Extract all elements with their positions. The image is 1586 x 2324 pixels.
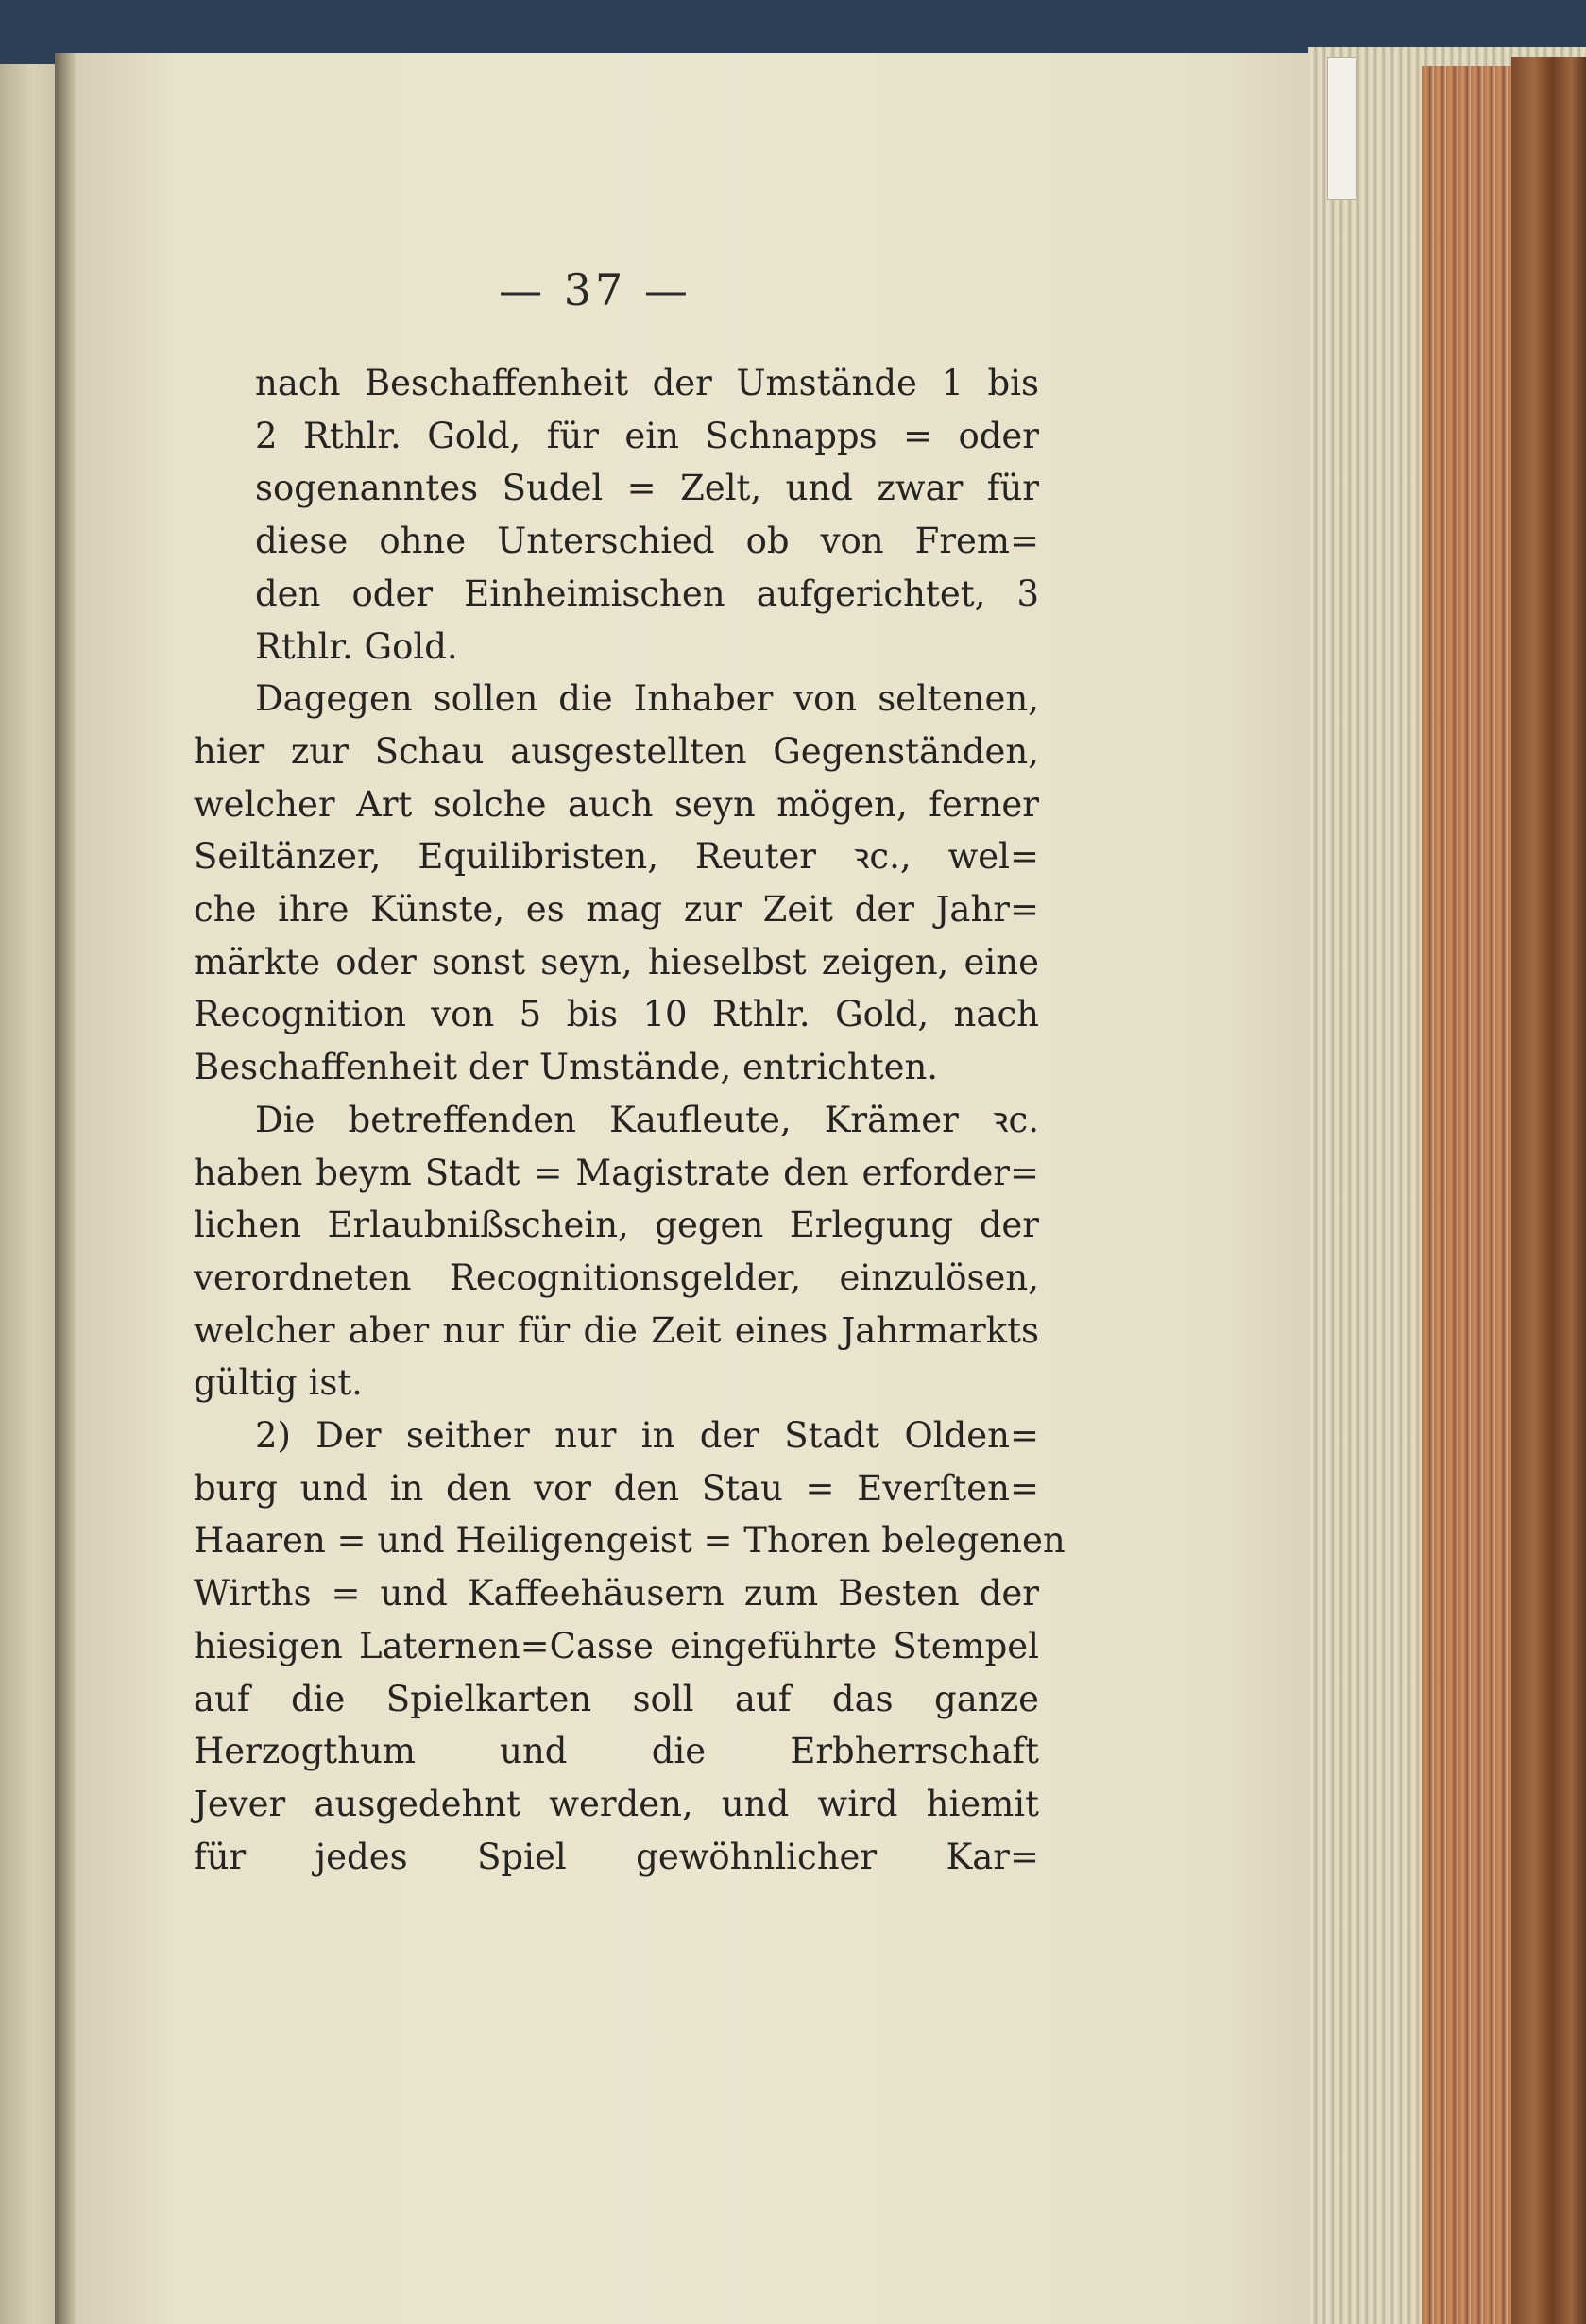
text-line: diese ohne Unterschied ob von Frem= <box>255 521 1039 562</box>
text-line: Jever ausgedehnt werden, und wird hiemit <box>194 1783 1039 1824</box>
text-line: auf die Spielkarten soll auf das ganze <box>194 1678 1039 1719</box>
paper-tab <box>1327 57 1357 200</box>
text-line: hiesigen Laternen=Casse eingeführte Stempel <box>194 1625 1039 1666</box>
text-line: 2) Der seither nur in der Stadt Olden= <box>255 1415 1039 1457</box>
text-line: für jedes Spiel gewöhnlicher Kar= <box>194 1836 1039 1877</box>
text-line: haben beym Stadt = Magistrate den erforder= <box>194 1152 1039 1193</box>
book-cover-edge <box>1511 57 1586 2324</box>
text-line: welcher Art solche auch seyn mögen, ferner <box>194 783 1039 825</box>
text-line: Dagegen sollen die Inhaber von seltenen, <box>255 678 1039 720</box>
page-text <box>194 357 1066 1883</box>
left-page-edge <box>0 64 57 2324</box>
text-line: 2 Rthlr. Gold, für ein Schnapps = oder <box>255 415 1039 456</box>
text-line: burg und in den vor den Stau = Everſten= <box>194 1467 1039 1509</box>
page-number: — 37 — <box>499 265 691 316</box>
text-line: Rthlr. Gold. <box>255 625 458 667</box>
text-line: Die betreffenden Kaufleute, Krämer ꝛc. <box>255 1099 1039 1140</box>
text-line: Haaren = und Heiligengeist = Thoren belegenen <box>194 1520 1066 1562</box>
text-line: che ihre Künste, es mag zur Zeit der Jahr= <box>194 889 1039 931</box>
text-line: Beschaffenheit der Umstände, entrichten. <box>194 1047 939 1088</box>
red-page-edges <box>1422 66 1526 2324</box>
text-line: märkte oder sonst seyn, hieselbst zeigen, eine <box>194 941 1039 983</box>
text-line: lichen Erlaubnißschein, gegen Erlegung der <box>194 1205 1039 1246</box>
text-line: hier zur Schau ausgestellten Gegenständen, <box>194 730 1039 772</box>
text-line: sogenanntes Sudel = Zelt, und zwar für <box>255 468 1039 509</box>
text-line: Recognition von 5 bis 10 Rthlr. Gold, nach <box>194 994 1039 1035</box>
text-line: verordneten Recognitionsgelder, einzulösen, <box>194 1256 1039 1298</box>
text-line: Herzogthum und die Erbherrschaft <box>194 1731 1039 1772</box>
text-line: Wirths = und Kaffeehäusern zum Besten der <box>194 1573 1039 1615</box>
text-line: welcher aber nur für die Zeit eines Jahrmarkts <box>194 1309 1039 1351</box>
text-line: den oder Einheimischen aufgerichtet, 3 <box>255 572 1039 614</box>
book-gutter <box>55 53 76 2324</box>
text-line: gültig ist. <box>194 1362 363 1404</box>
text-line: Seiltänzer, Equilibristen, Reuter ꝛc., wel= <box>194 836 1039 878</box>
text-line: nach Beschaffenheit der Umstände 1 bis <box>255 363 1039 403</box>
